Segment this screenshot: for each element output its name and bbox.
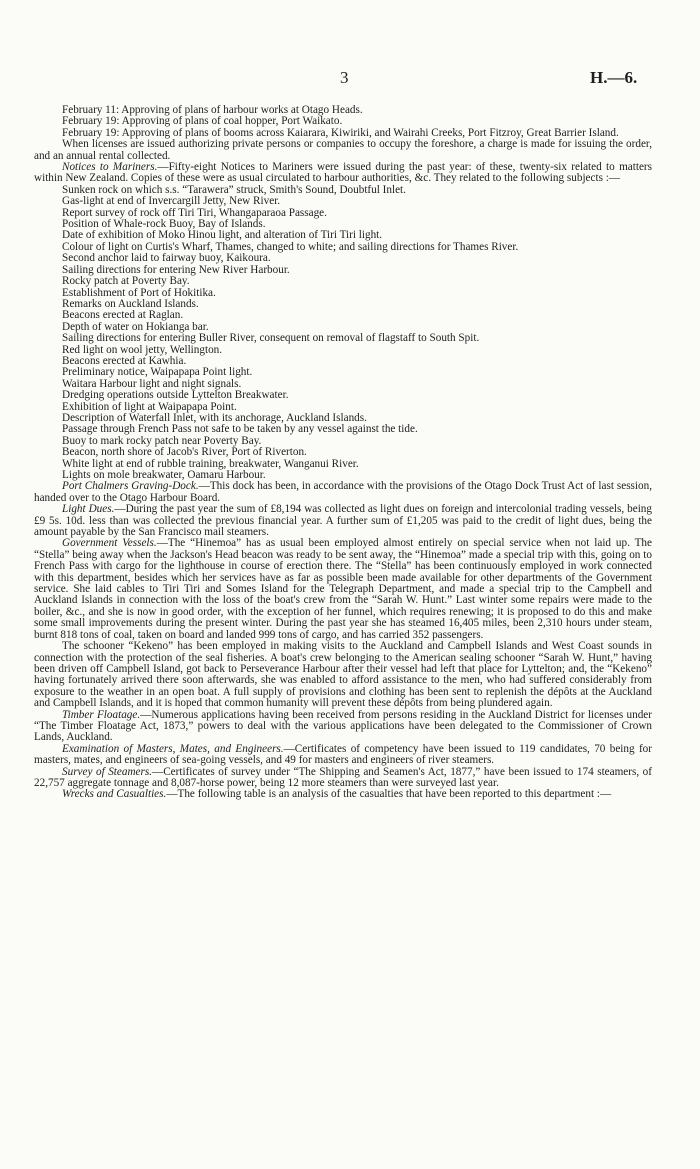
notice-item: Report survey of rock off Tiri Tiri, Whangaparaoa Passage.: [62, 206, 327, 219]
page-body: [34, 105, 652, 801]
section-text: —Numerous applications having been received from persons residing in the Auckland District for licenses under “The Timber Floatage Act, 1873,” powers to deal with the various applications have been delegated to the Commissioner of Crown Lands, Auckland.: [34, 708, 652, 744]
section-heading: Light Dues.: [62, 503, 115, 516]
notice-item: White light at end of rubble training, breakwater, Wanganui River.: [62, 457, 359, 470]
notice-item: Colour of light on Curtis's Wharf, Thames, changed to white; and sailing directions for Thames River.: [62, 240, 519, 253]
notices-text: —Fifty-eight Notices to Mariners were issued during the past year: of these, twenty-six related to matters within New Zealand. Copies of these were as usual circulated to harbour authorities, &c. They related to the following subjects :—: [34, 161, 652, 185]
section-heading: Port Chalmers Graving-Dock.: [62, 480, 199, 493]
notice-item: Remarks on Auckland Islands.: [62, 297, 199, 310]
notice-item: Exhibition of light at Waipapapa Point.: [62, 400, 237, 413]
notice-item: Beacon, north shore of Jacob's River, Port of Riverton.: [62, 446, 307, 459]
notice-item: Sunken rock on which s.s. “Tarawera” struck, Smith's Sound, Doubtful Inlet.: [62, 183, 406, 196]
survey-paragraph: [34, 767, 652, 790]
notices-paragraph: [34, 162, 652, 185]
examination-paragraph: [34, 744, 652, 767]
notices-list: [34, 185, 652, 482]
section-text: The schooner “Kekeno” has been employed in making visits to the Auckland and Campbell Islands and West Coast sounds in connection with the protection of the seal fisheries. A boat's crew belonging to the American sealing schooner “Sarah W. Hunt,” having been driven off Campbell Island, got back to Perseverance Harbour after their vessel had left that place for Lyttelton; and, the “Kekeno” having fortunately arrived there soon afterwards, she was enabled to afford assistance to the men, who had suffered considerably from exposure to the weather in an open boat. A full supply of provisions and clothing has been sent to replenish the dépôts at the Auckland and Campbell Islands, and it is hoped that common humanity will prevent these dépôts from being plundered again.: [34, 640, 652, 710]
notice-item: Beacons erected at Raglan.: [62, 309, 184, 322]
license-paragraph: When licenses are issued authorizing private persons or companies to occupy the foreshore, a charge is made for issuing the order, and an annual rental collected.: [34, 138, 652, 162]
section-heading: Timber Floatage.: [62, 708, 141, 721]
entry-line: February 19: Approving of plans of coal hopper, Port Waikato.: [62, 115, 343, 128]
notice-item: Beacons erected at Kawhia.: [62, 354, 187, 367]
notice-item: Position of Whale-rock Buoy, Bay of Islands.: [62, 218, 266, 231]
notice-item: Dredging operations outside Lyttelton Breakwater.: [62, 389, 289, 402]
wrecks-paragraph: [34, 789, 652, 800]
section-heading: Government Vessels.: [62, 537, 157, 550]
notice-item: Preliminary notice, Waipapapa Point light.: [62, 366, 253, 379]
graving-dock-paragraph: [34, 481, 652, 504]
notice-item: Second anchor laid to fairway buoy, Kaikoura.: [62, 252, 271, 265]
notice-item: Depth of water on Hokianga bar.: [62, 320, 209, 333]
section-text: —The “Hinemoa” has as usual been employed almost entirely on special service when not laid up. The “Stella” being away when the Jackson's Head beacon was ready to be sent away, the “Hinemoa” made a special trip with this, going on to French Pass with cargo for the lighthouse in course of erection there. The “Stella” has been continuously employed in work connected with this department, besides which her services have as far as possible been made available for other departments of the Government service. She laid cables to Tiri Tiri and Somes Island for the Telegraph Department, and made a special trip to the Campbell and Auckland Islands in connection with the loss of the boat's crew from the “Sarah W. Hunt.” Last winter some repairs were made to the boiler, &c., and she is now in good order, with the exception of her funnel, which requires renewing; it is proposed to do this and make some small improvements during the present winter. During the past year she has steamed 16,405 miles, been 2,310 hours under steam, burnt 818 tons of coal, taken on board and landed 999 tons of cargo, and has carried 352 passengers.: [34, 537, 652, 641]
document-reference: H.—6.: [590, 68, 638, 87]
entry-line: February 11: Approving of plans of harbour works at Otago Heads.: [62, 104, 363, 116]
light-dues-paragraph: [34, 504, 652, 538]
timber-floatage-paragraph: [34, 710, 652, 744]
notice-item: Establishment of Port of Hokitika.: [62, 286, 216, 299]
entry-line: February 19: Approving of plans of booms across Kaiarara, Kiwiriki, and Wairahi Creeks, Port Fitzroy, Great Barrier Island.: [62, 126, 619, 139]
kekeno-paragraph: [34, 641, 652, 709]
notice-item: Rocky patch at Poverty Bay.: [62, 275, 190, 288]
section-text: —During the past year the sum of £8,194 was collected as light dues on foreign and intercolonial trading vessels, being £9 5s. 10d. less than was collected the previous financial year. A further sum of £1,205 was paid to the credit of light dues, being the amount payable by the San Francisco mail steamers.: [34, 503, 652, 539]
notice-item: Lights on mole breakwater, Oamaru Harbour.: [62, 469, 266, 481]
section-text: —This dock has been, in accordance with the provisions of the Otago Dock Trust Act of last session, handed over to the Otago Harbour Board.: [34, 480, 652, 504]
notice-item: Sailing directions for entering Buller River, consequent on removal of flagstaff to South Spit.: [62, 332, 480, 345]
notice-item: Sailing directions for entering New River Harbour.: [62, 263, 290, 276]
section-text: —The following table is an analysis of the casualties that have been reported to this department :—: [166, 788, 612, 801]
section-text: —Certificates of survey under “The Shipping and Seamen's Act, 1877,” have been issued to 174 steamers, of 22,757 aggregate tonnage and 8,087-horse power, being 12 more steamers than were surveyed last year.: [34, 765, 652, 789]
notice-item: Waitara Harbour light and night signals.: [62, 377, 242, 390]
notice-item: Gas-light at end of Invercargill Jetty, New River.: [62, 195, 281, 208]
notice-item: Red light on wool jetty, Wellington.: [62, 343, 223, 356]
section-heading: Survey of Steamers.: [62, 765, 153, 778]
section-heading: Wrecks and Casualties.: [62, 788, 167, 801]
notice-item: Date of exhibition of Moko Hinou light, and alteration of Tiri Tiri light.: [62, 229, 383, 242]
notice-item: Description of Waterfall Inlet, with its anchorage, Auckland Islands.: [62, 411, 367, 424]
section-text: —Certificates of competency have been issued to 119 candidates, 70 being for masters, mates, and engineers of sea-going vessels, and 49 for masters and engineers of river steamers.: [34, 742, 653, 767]
notice-item: Passage through French Pass not safe to be taken by any vessel against the tide.: [62, 423, 418, 436]
notices-heading: Notices to Mariners.: [62, 161, 158, 174]
page-number: 3: [340, 68, 349, 87]
section-heading: Examination of Masters, Mates, and Engineers.: [62, 742, 284, 755]
government-vessels-paragraph: [34, 538, 652, 641]
notice-item: Buoy to mark rocky patch near Poverty Bay.: [62, 434, 262, 447]
